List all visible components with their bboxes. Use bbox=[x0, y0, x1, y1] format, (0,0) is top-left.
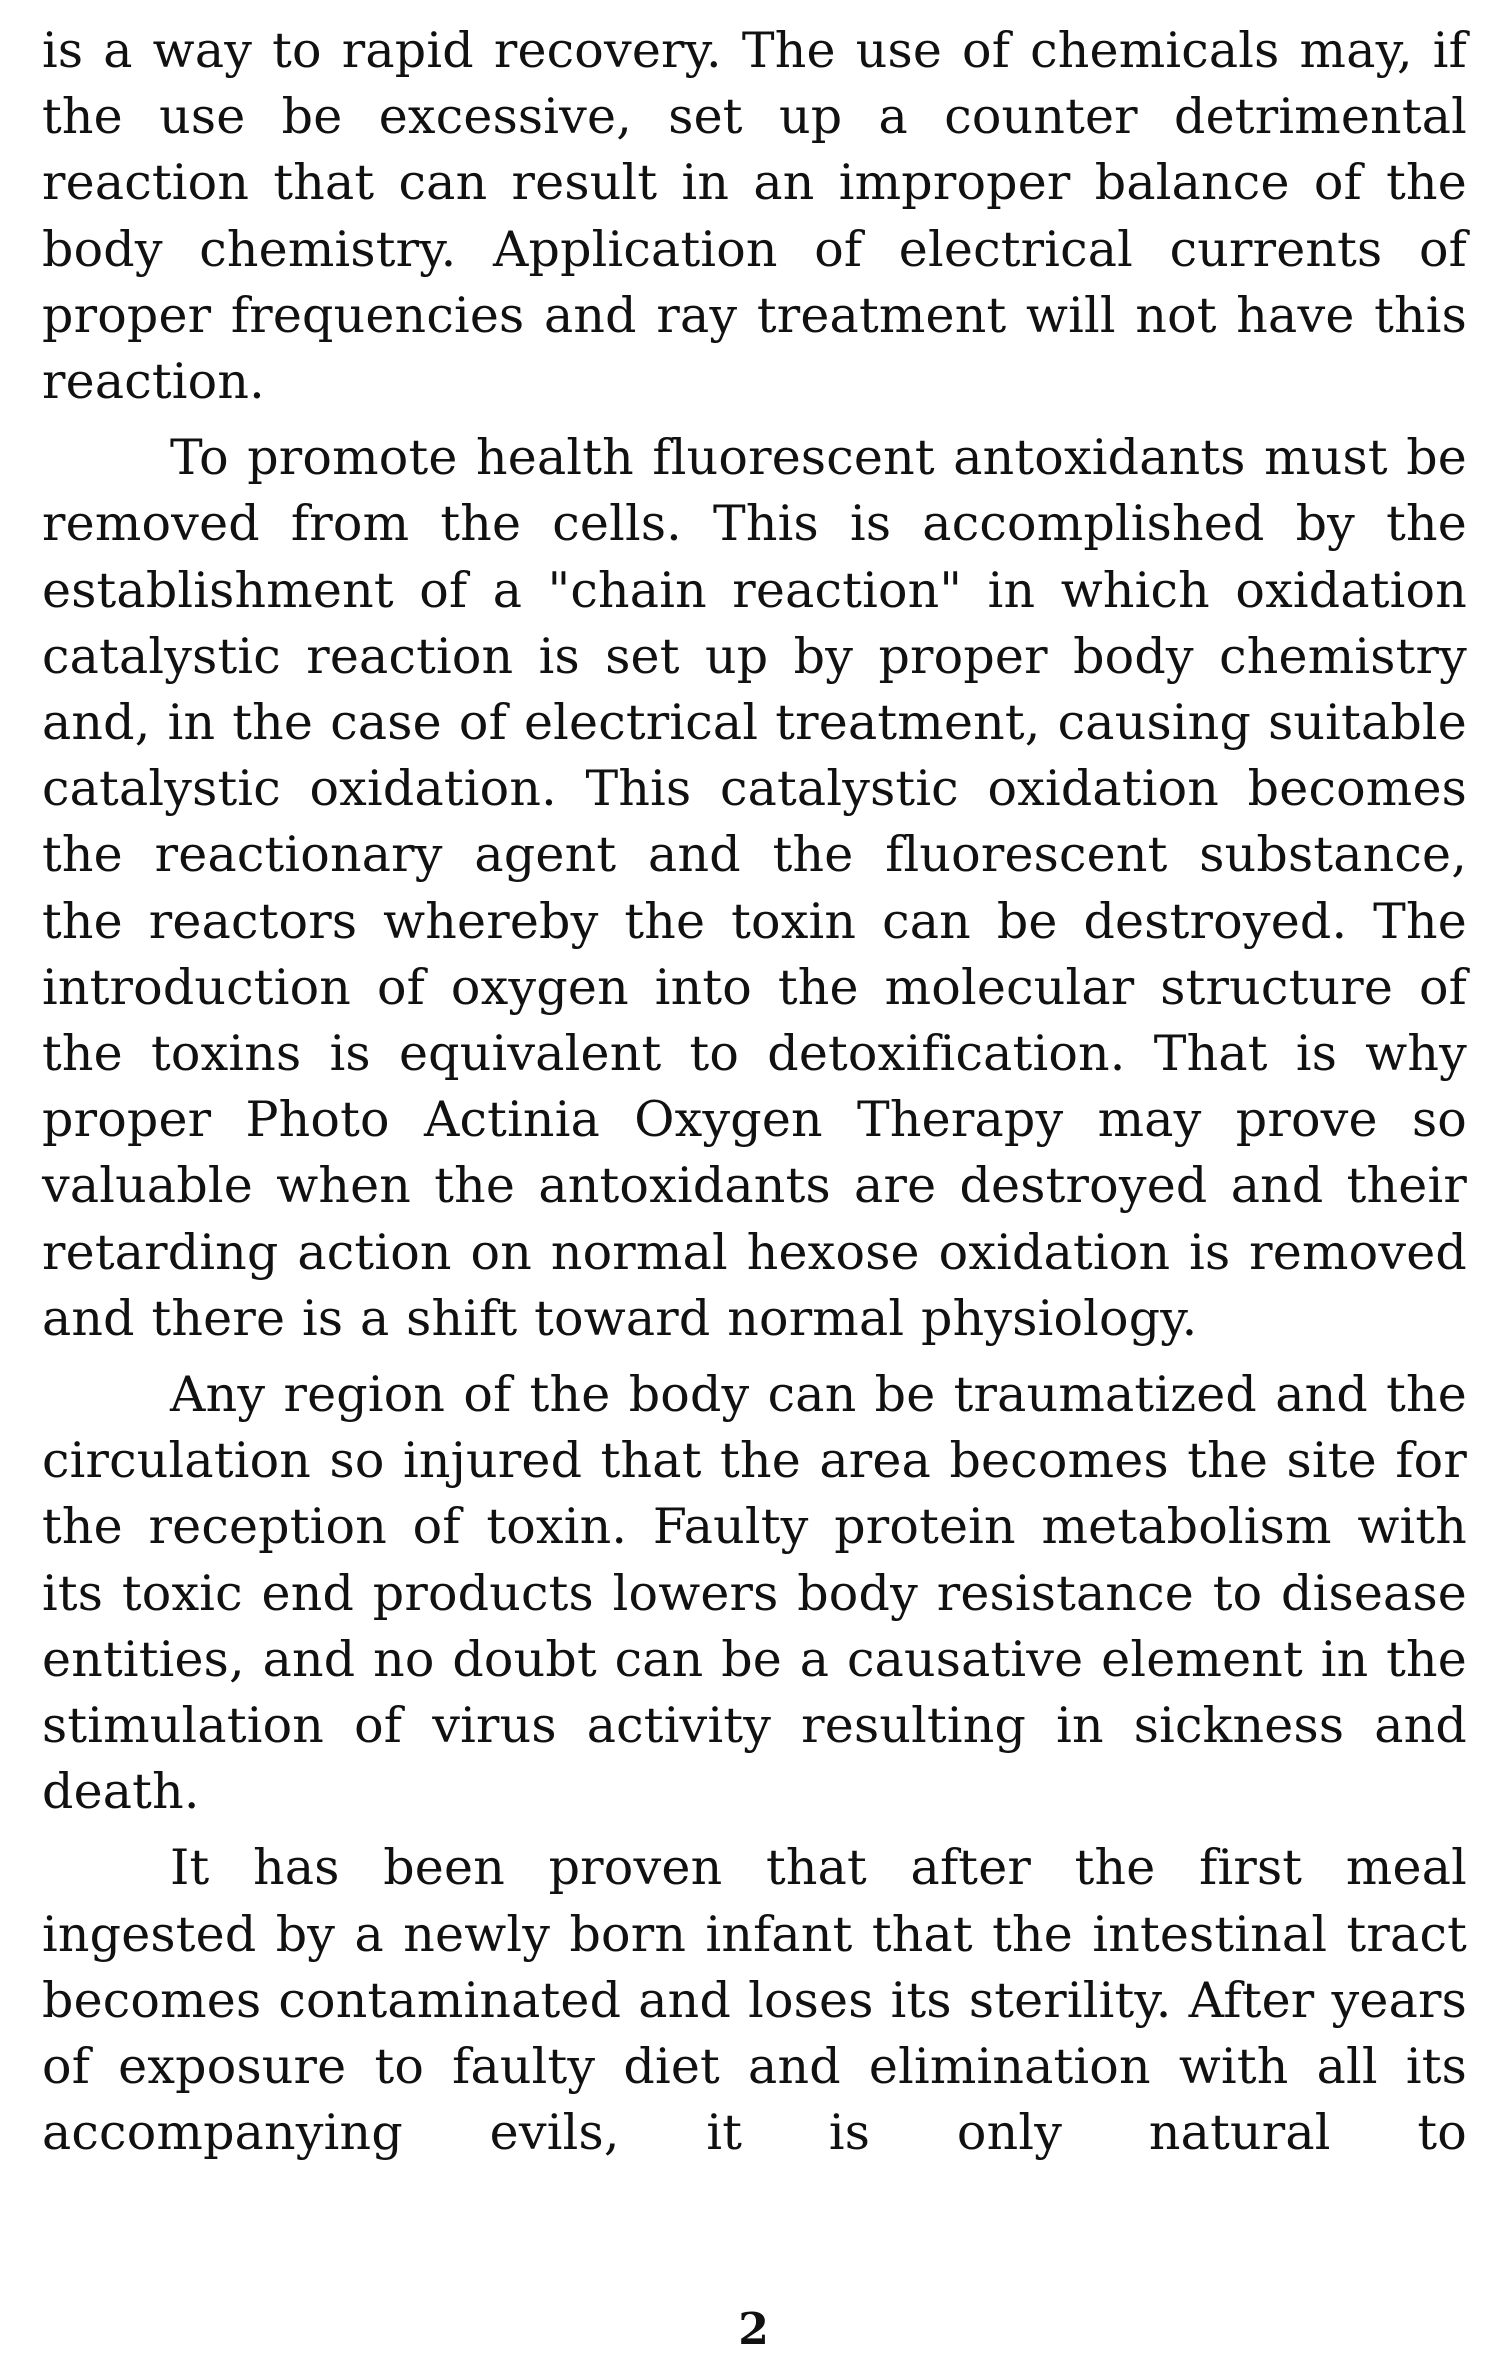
paragraph-2: To promote health fluorescent antoxidants must be removed from the cells. This is accomplished by the establishment of a "chain reaction" in which oxidation catalystic reaction is set up by proper body chemistry and, in the case of electrical treatment, causing suitable catalystic oxidation. This catalystic oxidation becomes the reactionary agent and the fluorescent substance, the reactors whereby the toxin can be destroyed. The introduction of oxygen into the molecular structure of the toxins is equivalent to detoxification. That is why proper Photo Actinia Oxygen Therapy may prove so valuable when the antoxidants are destroyed and their retarding action on normal hexose oxidation is removed and there is a shift toward normal physiology. bbox=[42, 429, 1467, 1347]
paragraph-4: It has been proven that after the first meal ingested by a newly born infant that the intestinal tract becomes contaminated and loses its sterility. After years of exposure to faulty diet and elimination with all its accompanying evils, it is only natural to bbox=[42, 1839, 1467, 2162]
paragraph-3: Any region of the body can be traumatized and the circulation so injured that the area becomes the site for the reception of toxin. Faulty protein metabolism with its toxic end products lowers body resistance to disease entities, and no doubt can be a causative element in the stimulation of virus activity resulting in sickness and death. bbox=[42, 1366, 1467, 1821]
document-page bbox=[42, 18, 1467, 2167]
page-number: 2 bbox=[738, 2304, 769, 2355]
paragraph-1: is a way to rapid recovery. The use of chemicals may, if the use be excessive, set up a counter detrimental reaction that can result in an improper balance of the body chemistry. Application of electrical currents of proper frequencies and ray treatment will not have this reaction. bbox=[42, 22, 1467, 411]
